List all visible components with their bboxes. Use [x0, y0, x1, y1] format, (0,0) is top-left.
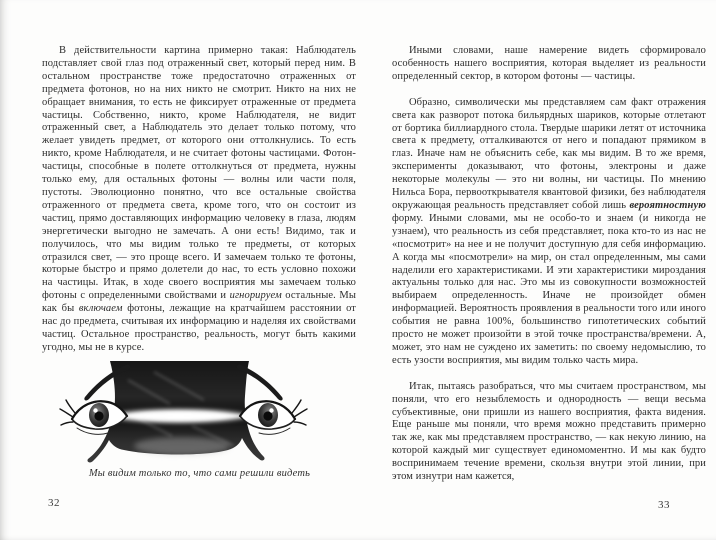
emphasis-word: вероятностную	[629, 199, 706, 211]
right-page-paragraph-3: Итак, пытаясь разобраться, что мы считаем пространством, мы поняли, что его незыблемость и однородность — вещи весьма субъективные, они пришли из нашего восприятия, факта видения. Еще раньше мы поняли, что время можно представить примерно так же, как мы представляем пространство, — как некую линию, на которой каждый миг существует единомоментно. И мы как будто воспринимаем течение времени, скользя внутри этой линии, при этом изнутри нам кажется,	[392, 380, 706, 483]
emphasis-word: игнорируем	[229, 290, 282, 302]
left-page	[42, 45, 356, 355]
text-run: форму. Иными словами, мы не особо-то и знаем (и никогда не узнаем), что реальность из себя представляет, пока кто-то из нас не «посмотрит» на нее и не получит доступную для себя информацию. А когда мы «посмотрели» на мир, он стал определенным, мы сами наделили его характеристиками. И эти характеристики мироздания актуальны только для нас. Это мы из совокупности возможностей выбираем определенность. Иначе не произойдет обмен информацией. Вероятность проявления в реальности того или иного события не равна 100%, большинство гипотетических событий просто не может произойти в этой точке пространства/времени. А, может, это нам не суждено их заметить: по своему недомыслию, то есть узости восприятия, мы видим только часть мира.	[392, 212, 706, 366]
page-number-right: 33	[658, 499, 670, 511]
text-run: фотоны, лежащие на кратчайшем расстоянии от нас до предмета, считывая их информацию и наделяя их свойствами частиц. Остальное пространство, реальность, могут быть какими угодно, мы не в курсе.	[42, 303, 356, 353]
text-run: В действительности картина примерно такая: Наблюдатель подставляет свой глаз под отраженный свет, который перед ним. В остальном пространстве тоже предостаточно отраженных от предмета фотонов, но на них никто не смотрит. Никто на них не обращает внимания, то есть не фиксирует отраженные от предмета частицы. Собственно, никто, кроме Наблюдателя, не видит отраженный свет, а Наблюдатель это делает только потому, что желает увидеть предмет, от которого они оттолкнулись. То есть никто, кроме Наблюдателя, и не считает фотоны частицами. Фотон-частицы, способные в полете оттолкнуться от предмета, нужны только ему, для остальных фотоны — волны или части поля, пустоты. Эволюционно понятно, что все остальные свойства отраженного от предмета света, кроме того, что он состоит из частиц, прямо доставляющих информацию человеку в глаза, людям энергетически выгодно не замечать. А они есть! Видимо, так и получилось, что мы видим только те предметы, от которых отразился свет, — это проще всего. И замечаем только те фотоны, которые быстро и прямо долетели до нас, то есть условно похожи на частицы. Итак, в ходе своего восприятия мы замечаем только фотоны с определенными свойствами и	[42, 45, 356, 302]
page-number-left: 32	[48, 497, 60, 509]
right-page-paragraph-2	[392, 97, 706, 368]
emphasis-word: включаем	[78, 303, 123, 315]
right-page	[392, 45, 706, 484]
text-run: остальные. Мы как бы	[42, 290, 356, 315]
eyes-illustration	[42, 358, 357, 479]
illustration-caption: Мы видим только то, что сами решили видеть	[88, 468, 311, 479]
right-eye-icon	[237, 365, 307, 435]
left-page-paragraph	[42, 45, 356, 355]
text-run: Образно, символически мы представляем сам факт отражения света как разворот потока бильярдных шариков, которые отлетают от бортика биллиардного стола. Твердые шарики летят от источника света к предмету, отталкиваются от него и попадают прямиком в глаз. Иначе нам не объяснить себе, как мы видим. В то же время, эксперименты доказывают, что фотоны, электроны и даже некоторые молекулы — это ни волны, ни частицы. По мнению Нильса Бора, первооткрывателя квантовой физики, без наблюдателя окружающая реальность представляет собой лишь	[392, 96, 706, 211]
right-page-paragraph-1: Иными словами, наше намерение видеть сформировало особенность нашего восприятия, которая выделяет из реальности определенный сектор, в котором фотоны — частицы.	[392, 45, 706, 82]
eyes-illustration-canvas	[42, 358, 357, 464]
